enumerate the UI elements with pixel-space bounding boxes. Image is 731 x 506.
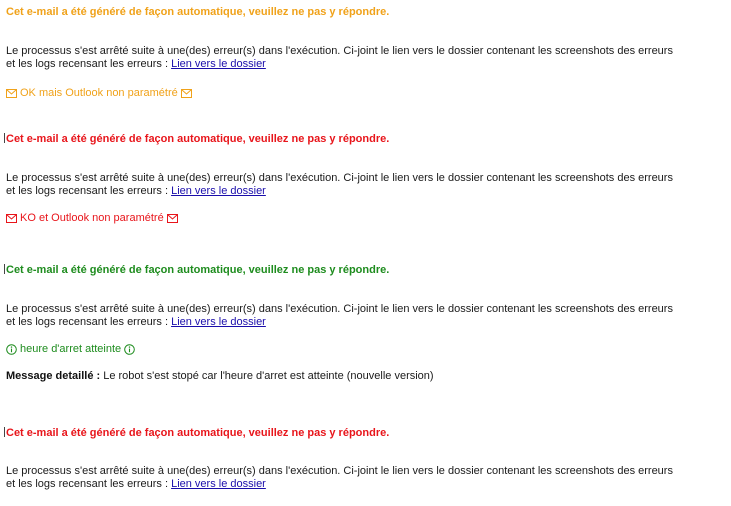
text-cursor [4,264,5,274]
process-message-line2: et les logs recensant les erreurs : Lien vers le dossier [6,478,266,490]
process-message-line2: et les logs recensant les erreurs : Lien vers le dossier [6,58,266,70]
process-message [6,45,718,71]
status-line-ok [6,87,192,99]
folder-link[interactable]: Lien vers le dossier [171,58,266,70]
process-message [6,303,718,329]
status-text: OK mais Outlook non paramétré [20,87,178,99]
auto-email-headline: Cet e-mail a été généré de façon automatique, veuillez ne pas y répondre. [6,133,390,145]
info-circle-icon [124,344,135,355]
process-message [6,465,718,491]
status-line-stop [6,343,135,355]
envelope-icon [6,214,17,223]
process-message-line1: Le processus s'est arrêté suite à une(des) erreur(s) dans l'exécution. Ci-joint le lien vers le dossier contenant les screenshots des erreurs [6,172,673,184]
envelope-icon [181,89,192,98]
folder-link[interactable]: Lien vers le dossier [171,316,266,328]
envelope-icon [6,89,17,98]
process-message-line1: Le processus s'est arrêté suite à une(des) erreur(s) dans l'exécution. Ci-joint le lien vers le dossier contenant les screenshots des erreurs [6,303,673,315]
text-cursor [4,427,5,437]
info-circle-icon [6,344,17,355]
status-line-ko [6,212,178,224]
process-message-line1: Le processus s'est arrêté suite à une(des) erreur(s) dans l'exécution. Ci-joint le lien vers le dossier contenant les screenshots des erreurs [6,465,673,477]
folder-link[interactable]: Lien vers le dossier [171,185,266,197]
auto-email-headline: Cet e-mail a été généré de façon automatique, veuillez ne pas y répondre. [6,6,390,18]
detail-text: Le robot s'est stopé car l'heure d'arret est atteinte (nouvelle version) [100,370,434,382]
detail-message [6,370,434,382]
auto-email-headline: Cet e-mail a été généré de façon automatique, veuillez ne pas y répondre. [6,427,390,439]
auto-email-headline: Cet e-mail a été généré de façon automatique, veuillez ne pas y répondre. [6,264,390,276]
detail-label: Message detaillé : [6,370,101,382]
process-message [6,172,718,198]
text-cursor [4,133,5,143]
folder-link[interactable]: Lien vers le dossier [171,478,266,490]
status-text: heure d'arret atteinte [20,343,122,355]
envelope-icon [167,214,178,223]
status-text: KO et Outlook non paramétré [20,212,164,224]
process-message-line1: Le processus s'est arrêté suite à une(des) erreur(s) dans l'exécution. Ci-joint le lien vers le dossier contenant les screenshots des erreurs [6,45,673,57]
process-message-line2: et les logs recensant les erreurs : Lien vers le dossier [6,185,266,197]
process-message-line2: et les logs recensant les erreurs : Lien vers le dossier [6,316,266,328]
